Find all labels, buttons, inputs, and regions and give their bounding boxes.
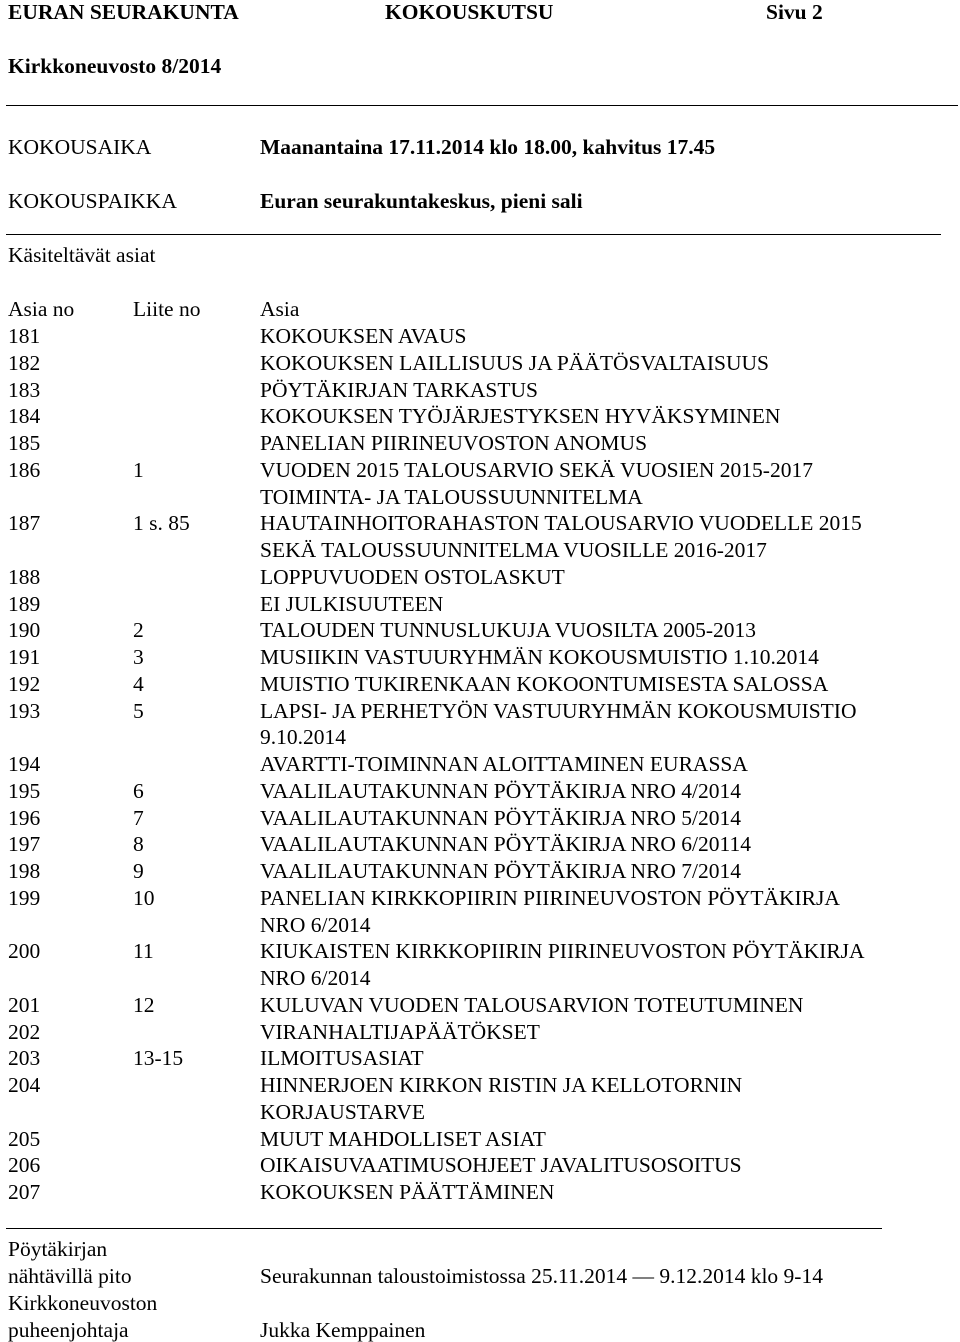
agenda-item-attachment: 9 (133, 859, 144, 883)
agenda-item-attachment: 11 (133, 939, 154, 964)
agenda-item-attachment: 1 s. 85 (133, 511, 190, 536)
agenda-item-number: 201 (8, 992, 41, 1017)
agenda-item-number: 185 (8, 431, 41, 455)
agenda-item-title: TALOUDEN TUNNUSLUKUJA VUOSILTA 2005-2013 (260, 618, 757, 643)
footer-label-chair-line1: Kirkkoneuvoston (8, 1291, 158, 1315)
agenda-item-attachment: 5 (133, 698, 144, 723)
agenda-item-attachment: 7 (133, 805, 144, 830)
agenda-item-number: 204 (8, 1073, 41, 1097)
agenda-item-title: KOKOUKSEN AVAUS (260, 324, 467, 348)
agenda-item-title: PÖYTÄKIRJAN TARKASTUS (260, 377, 539, 402)
agenda-item-number: 181 (8, 324, 41, 348)
agenda-item-attachment: 1 (133, 457, 144, 482)
agenda-item-title: EI JULKISUUTEEN (260, 591, 444, 616)
agenda-item-attachment: 6 (133, 778, 144, 803)
agenda-item-title: OIKAISUVAATIMUSOHJEET JAVALITUSOSOITUS (260, 1153, 742, 1178)
column-header-asia: Asia (260, 297, 300, 321)
footer-chair-value: Jukka Kemppainen (260, 1318, 426, 1342)
agenda-item-number: 190 (8, 618, 41, 643)
meeting-place-value: Euran seurakuntakeskus, pieni sali (260, 189, 583, 213)
agenda-item-title: 9.10.2014 (260, 725, 346, 750)
agenda-item-title: KIUKAISTEN KIRKKOPIIRIN PIIRINEUVOSTON PÖYTÄKIRJA (260, 939, 865, 964)
agenda-item-attachment: 3 (133, 645, 144, 669)
agenda-item-title: MUISTIO TUKIRENKAAN KOKOONTUMISESTA SALOSSA (260, 671, 829, 696)
agenda-item-number: 203 (8, 1046, 41, 1071)
agenda-item-number: 192 (8, 671, 41, 696)
agenda-item-attachment: 13-15 (133, 1046, 184, 1071)
meeting-time-label: KOKOUSAIKA (8, 135, 152, 159)
agenda-item-title: SEKÄ TALOUSSUUNNITELMA VUOSILLE 2016-2017 (260, 538, 767, 562)
agenda-item-title: MUUT MAHDOLLISET ASIAT (260, 1126, 546, 1151)
agenda-item-number: 194 (8, 752, 41, 776)
page-number: Sivu 2 (766, 0, 823, 24)
agenda-item-title: MUSIIKIN VASTUURYHMÄN KOKOUSMUISTIO 1.10.2014 (260, 645, 819, 669)
agenda-item-title: VIRANHALTIJAPÄÄTÖKSET (260, 1019, 540, 1044)
document-type: KOKOUSKUTSU (385, 0, 554, 24)
agenda-item-number: 200 (8, 939, 41, 964)
agenda-item-title: TOIMINTA- JA TALOUSSUUNNITELMA (260, 484, 643, 509)
agenda-item-title: NRO 6/2014 (260, 966, 371, 990)
agenda-item-title: VUODEN 2015 TALOUSARVIO SEKÄ VUOSIEN 2015-2017 (260, 457, 813, 482)
agenda-item-title: KULUVAN VUODEN TALOUSARVION TOTEUTUMINEN (260, 992, 804, 1017)
agenda-item-number: 189 (8, 591, 41, 616)
agenda-item-title: HINNERJOEN KIRKON RISTIN JA KELLOTORNIN (260, 1073, 743, 1097)
footer-label-viewing-line2: nähtävillä pito (8, 1264, 132, 1288)
agenda-item-title: LAPSI- JA PERHETYÖN VASTUURYHMÄN KOKOUSMUISTIO (260, 698, 857, 723)
agenda-item-title: VAALILAUTAKUNNAN PÖYTÄKIRJA NRO 7/2014 (260, 859, 742, 883)
agenda-item-title: AVARTTI-TOIMINNAN ALOITTAMINEN EURASSA (260, 752, 748, 776)
column-header-liite-no: Liite no (133, 297, 201, 321)
agenda-item-number: 195 (8, 778, 41, 803)
header-divider (6, 105, 958, 106)
meeting-divider (6, 234, 941, 235)
agenda-item-title: HAUTAINHOITORAHASTON TALOUSARVIO VUODELLE 2015 (260, 511, 862, 536)
footer-viewing-value: Seurakunnan taloustoimistossa 25.11.2014 — 9.12.2014 klo 9-14 (260, 1264, 823, 1288)
agenda-item-number: 188 (8, 564, 41, 589)
agenda-item-attachment: 10 (133, 885, 155, 910)
footer-label-chair-line2: puheenjohtaja (8, 1318, 129, 1342)
agenda-item-attachment: 4 (133, 671, 144, 696)
agenda-item-number: 202 (8, 1019, 41, 1044)
agenda-item-number: 186 (8, 457, 41, 482)
agenda-item-attachment: 2 (133, 618, 144, 643)
agenda-section-title: Käsiteltävät asiat (8, 243, 156, 267)
agenda-item-attachment: 8 (133, 832, 144, 857)
agenda-item-number: 197 (8, 832, 41, 857)
agenda-item-number: 207 (8, 1180, 41, 1204)
agenda-item-title: KORJAUSTARVE (260, 1099, 425, 1124)
column-header-asia-no: Asia no (8, 297, 75, 321)
footer-label-viewing-line1: Pöytäkirjan (8, 1237, 108, 1261)
agenda-item-number: 191 (8, 645, 41, 669)
agenda-item-number: 199 (8, 885, 41, 910)
agenda-item-attachment: 12 (133, 992, 155, 1017)
agenda-item-number: 196 (8, 805, 41, 830)
agenda-item-title: VAALILAUTAKUNNAN PÖYTÄKIRJA NRO 5/2014 (260, 805, 742, 830)
agenda-item-title: ILMOITUSASIAT (260, 1046, 424, 1071)
agenda-item-number: 206 (8, 1153, 41, 1178)
parish-name: EURAN SEURAKUNTA (8, 0, 239, 24)
agenda-item-title: VAALILAUTAKUNNAN PÖYTÄKIRJA NRO 6/20114 (260, 832, 751, 857)
agenda-item-number: 183 (8, 377, 41, 402)
agenda-item-title: VAALILAUTAKUNNAN PÖYTÄKIRJA NRO 4/2014 (260, 778, 742, 803)
agenda-item-title: LOPPUVUODEN OSTOLASKUT (260, 564, 565, 589)
agenda-item-title: NRO 6/2014 (260, 912, 371, 937)
agenda-item-number: 184 (8, 404, 41, 429)
meeting-place-label: KOKOUSPAIKKA (8, 189, 177, 213)
agenda-item-title: PANELIAN PIIRINEUVOSTON ANOMUS (260, 431, 648, 455)
agenda-item-title: KOKOUKSEN LAILLISUUS JA PÄÄTÖSVALTAISUUS (260, 350, 769, 375)
meeting-time-value: Maanantaina 17.11.2014 klo 18.00, kahvitus 17.45 (260, 135, 716, 159)
agenda-item-number: 193 (8, 698, 41, 723)
agenda-item-number: 205 (8, 1126, 41, 1151)
footer-divider (6, 1228, 882, 1229)
agenda-item-number: 182 (8, 350, 41, 375)
agenda-item-title: KOKOUKSEN PÄÄTTÄMINEN (260, 1180, 555, 1204)
agenda-item-number: 187 (8, 511, 41, 536)
agenda-item-title: KOKOUKSEN TYÖJÄRJESTYKSEN HYVÄKSYMINEN (260, 404, 781, 429)
board-meeting-number: Kirkkoneuvosto 8/2014 (8, 54, 222, 78)
agenda-item-number: 198 (8, 859, 41, 883)
agenda-item-title: PANELIAN KIRKKOPIIRIN PIIRINEUVOSTON PÖYTÄKIRJA (260, 885, 840, 910)
